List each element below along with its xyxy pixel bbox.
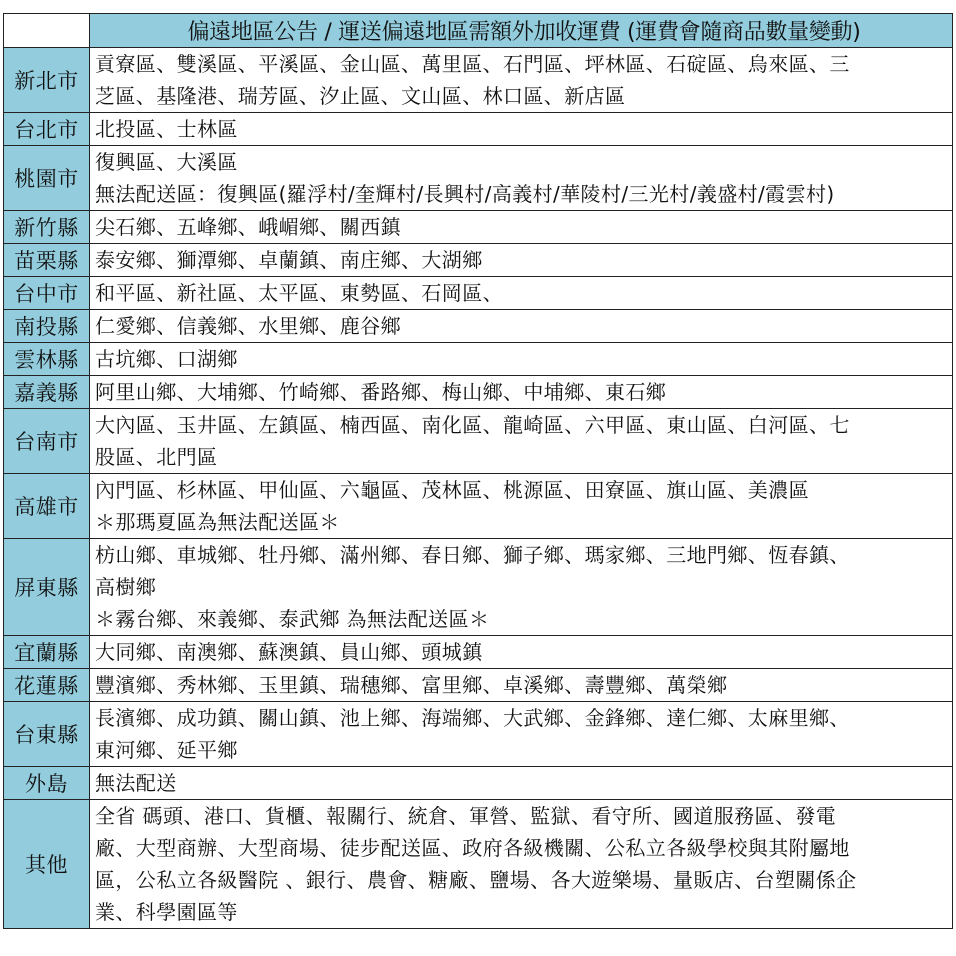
area-line: 大內區、玉井區、左鎮區、楠西區、南化區、龍崎區、六甲區、東山區、白河區、七: [95, 413, 850, 437]
area-line: 廠、大型商辦、大型商場、徒步配送區、政府各級機關、公私立各級學校與其附屬地: [95, 836, 850, 860]
region-areas: [90, 244, 953, 277]
region-name: 屏東縣: [4, 539, 90, 636]
table-row: [4, 539, 953, 636]
area-line: 全省 碼頭、港口、貨櫃、報關行、統倉、軍營、監獄、看守所、國道服務區、發電: [95, 804, 837, 828]
table-row: [4, 669, 953, 702]
area-line: 高樹鄉: [95, 575, 157, 599]
region-name: 花蓮縣: [4, 669, 90, 702]
table-row: [4, 474, 953, 539]
region-name: 桃園市: [4, 146, 90, 211]
area-line: 北投區、士林區: [95, 117, 238, 141]
region-areas: [90, 669, 953, 702]
table-row: [4, 767, 953, 800]
region-name: 新竹縣: [4, 211, 90, 244]
table-row: [4, 310, 953, 343]
table-body: [4, 14, 953, 929]
region-areas: [90, 702, 953, 767]
header-row: [4, 14, 953, 48]
region-name: 高雄市: [4, 474, 90, 539]
region-areas: [90, 113, 953, 146]
area-line: 東河鄉、延平鄉: [95, 738, 238, 762]
area-line: 和平區、新社區、太平區、東勢區、石岡區、: [95, 281, 503, 305]
region-areas: [90, 636, 953, 669]
table-row: [4, 343, 953, 376]
area-line: 大同鄉、南澳鄉、蘇澳鎮、員山鄉、頭城鎮: [95, 640, 483, 664]
area-line: 豐濱鄉、秀林鄉、玉里鎮、瑞穗鄉、富里鄉、卓溪鄉、壽豐鄉、萬榮鄉: [95, 673, 728, 697]
table-row: [4, 113, 953, 146]
region-name: 宜蘭縣: [4, 636, 90, 669]
region-name: 台南市: [4, 409, 90, 474]
area-line: 業、科學園區等: [95, 900, 238, 924]
region-name: 雲林縣: [4, 343, 90, 376]
table-title: 偏遠地區公告 / 運送偏遠地區需額外加收運費 (運費會隨商品數量變動): [90, 14, 953, 48]
region-areas: [90, 767, 953, 800]
region-areas: [90, 800, 953, 929]
area-line: 枋山鄉、車城鄉、牡丹鄉、滿州鄉、春日鄉、獅子鄉、瑪家鄉、三地門鄉、恆春鎮、: [95, 543, 850, 567]
table-row: [4, 800, 953, 929]
region-areas: [90, 146, 953, 211]
header-corner-cell: [4, 14, 90, 48]
remote-area-table: [3, 13, 953, 929]
area-line: ＊霧台鄉、來義鄉、泰武鄉 為無法配送區＊: [95, 607, 490, 631]
area-line: 內門區、杉林區、甲仙區、六龜區、茂林區、桃源區、田寮區、旗山區、美濃區: [95, 478, 809, 502]
region-name: 台中市: [4, 277, 90, 310]
area-line: 芝區、基隆港、瑞芳區、汐止區、文山區、林口區、新店區: [95, 84, 626, 108]
region-name: 南投縣: [4, 310, 90, 343]
region-name: 台東縣: [4, 702, 90, 767]
area-line: 區，公私立各級醫院 、銀行、農會、糖廠、鹽場、各大遊樂場、量販店、台塑關係企: [95, 868, 857, 892]
table-row: [4, 277, 953, 310]
region-areas: [90, 211, 953, 244]
region-name: 苗栗縣: [4, 244, 90, 277]
region-name: 台北市: [4, 113, 90, 146]
table-row: [4, 244, 953, 277]
area-line: ＊那瑪夏區為無法配送區＊: [95, 510, 340, 534]
area-line: 長濱鄉、成功鎮、關山鎮、池上鄉、海端鄉、大武鄉、金鋒鄉、達仁鄉、太麻里鄉、: [95, 706, 850, 730]
region-areas: [90, 376, 953, 409]
region-areas: [90, 343, 953, 376]
region-name: 外島: [4, 767, 90, 800]
region-areas: [90, 277, 953, 310]
area-line: 無法配送區：復興區(羅浮村/奎輝村/長興村/高義村/華陵村/三光村/義盛村/霞雲村): [95, 182, 835, 206]
table-row: [4, 211, 953, 244]
area-line: 股區、北門區: [95, 445, 218, 469]
region-name: 新北市: [4, 48, 90, 113]
region-name: 其他: [4, 800, 90, 929]
table-row: [4, 48, 953, 113]
region-areas: [90, 48, 953, 113]
region-areas: [90, 409, 953, 474]
region-areas: [90, 310, 953, 343]
area-line: 泰安鄉、獅潭鄉、卓蘭鎮、南庄鄉、大湖鄉: [95, 248, 483, 272]
table-row: [4, 409, 953, 474]
region-areas: [90, 539, 953, 636]
table-row: [4, 702, 953, 767]
area-line: 阿里山鄉、大埔鄉、竹崎鄉、番路鄉、梅山鄉、中埔鄉、東石鄉: [95, 380, 667, 404]
region-areas: [90, 474, 953, 539]
area-line: 仁愛鄉、信義鄉、水里鄉、鹿谷鄉: [95, 314, 401, 338]
area-line: 貢寮區、雙溪區、平溪區、金山區、萬里區、石門區、坪林區、石碇區、烏來區、三: [95, 52, 850, 76]
region-name: 嘉義縣: [4, 376, 90, 409]
table-row: [4, 146, 953, 211]
table-row: [4, 376, 953, 409]
area-line: 復興區、大溪區: [95, 150, 238, 174]
area-line: 無法配送: [95, 771, 177, 795]
table-row: [4, 636, 953, 669]
area-line: 尖石鄉、五峰鄉、峨嵋鄉、關西鎮: [95, 215, 401, 239]
area-line: 古坑鄉、口湖鄉: [95, 347, 238, 371]
